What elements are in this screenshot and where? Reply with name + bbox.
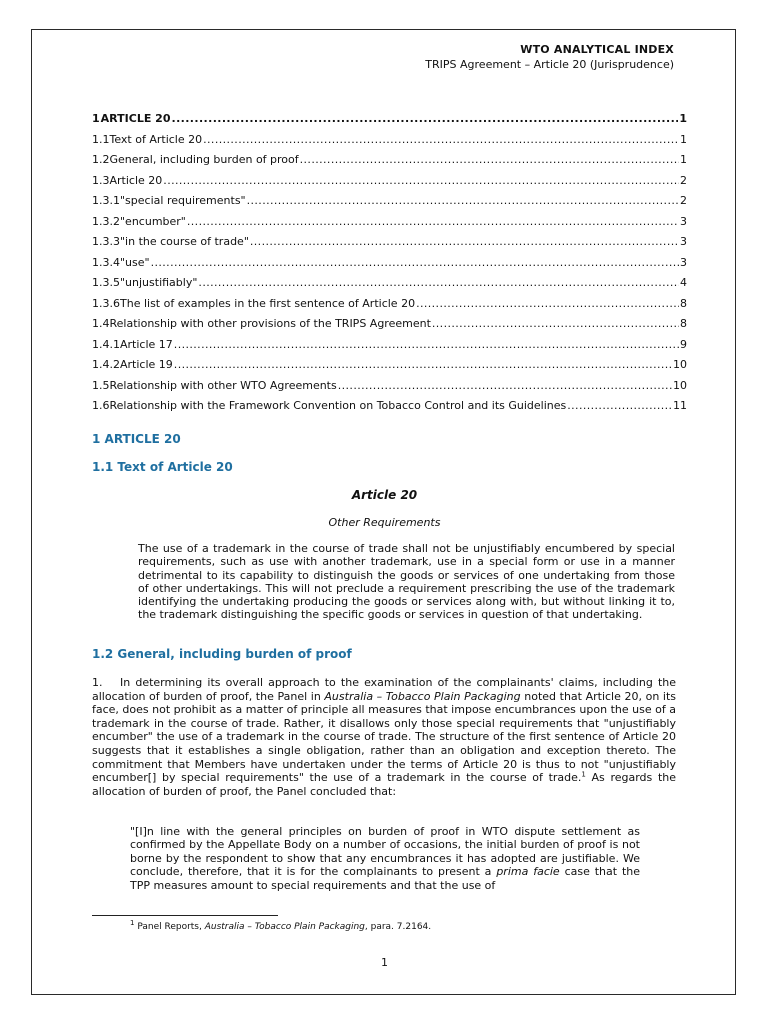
toc-leader-dots bbox=[187, 212, 679, 233]
toc-entry-number: 1.3 bbox=[92, 173, 110, 187]
article-text: The use of a trademark in the course of trade shall not be unjustifiably encumbered by special requirements, such as use with another trademark, use in a special form or use in a manner detrimental to its capability to distinguish the goods or services of one undertaking from those of other undertakings. This will not preclude a requirement prescribing the use of the trademark identifying the undertaking producing the goods or services along with, but without linking it to, the trademark distinguishing the specific goods or services in question of that undertaking. bbox=[138, 542, 675, 622]
toc-entry[interactable] bbox=[92, 355, 687, 376]
toc-entry[interactable] bbox=[92, 314, 687, 335]
quote-text-part1: "[I]n line with the general principles on burden of proof in WTO dispute settlement as confirmed by the Appellate Body on a number of occasions, the initial burden of proof is not borne by the respondent to show that any encumbrances it has adopted are justifiable. We conclude, therefore, that it is for the complainants to present a bbox=[130, 825, 640, 879]
toc-entry-title: Article 19 bbox=[120, 358, 173, 371]
toc-entry-title: "special requirements" bbox=[120, 194, 246, 207]
toc-entry[interactable] bbox=[92, 273, 687, 294]
toc-entry-page: 10 bbox=[673, 358, 687, 371]
toc-entry[interactable] bbox=[92, 396, 687, 417]
toc-entry-page: 1 bbox=[680, 153, 687, 166]
toc-entry[interactable] bbox=[92, 171, 687, 192]
case-name: Australia – Tobacco Plain Packaging bbox=[324, 689, 521, 703]
toc-entry-title: Article 20 bbox=[109, 173, 163, 187]
toc-entry-title: Article 17 bbox=[120, 337, 173, 351]
toc-entry-title: "unjustifiably" bbox=[120, 276, 198, 289]
toc-entry-number: 1.1 bbox=[92, 132, 110, 146]
toc-entry-number: 1.3.1 bbox=[92, 194, 120, 207]
toc-entry[interactable] bbox=[92, 109, 687, 130]
toc-leader-dots bbox=[174, 355, 672, 376]
toc-entry-number: 1.4.2 bbox=[92, 358, 120, 371]
toc-entry-number: 1.4 bbox=[92, 317, 110, 330]
toc-entry-title: Relationship with other WTO Agreements bbox=[109, 378, 337, 392]
toc-entry-number: 1.3.4 bbox=[92, 255, 120, 269]
toc-entry-title: "encumber" bbox=[120, 214, 186, 228]
toc-entry[interactable] bbox=[92, 376, 687, 397]
header-subtitle: TRIPS Agreement – Article 20 (Jurisprudence) bbox=[425, 58, 674, 71]
toc-leader-dots bbox=[198, 273, 679, 294]
toc-entry-page: 2 bbox=[680, 194, 687, 207]
toc-entry-page: 2 bbox=[680, 173, 687, 187]
toc-entry-number: 1.4.1 bbox=[92, 337, 120, 351]
toc-entry-number: 1.2 bbox=[92, 153, 110, 166]
toc-entry-page: 8 bbox=[680, 296, 687, 310]
toc-entry-page: 9 bbox=[680, 337, 687, 351]
toc-entry-page: 4 bbox=[680, 276, 687, 289]
footnote-divider bbox=[92, 915, 278, 916]
toc-leader-dots bbox=[174, 335, 679, 356]
toc-entry-title: ARTICLE 20 bbox=[100, 112, 171, 125]
toc-entry[interactable] bbox=[92, 212, 687, 233]
paragraph-text-part2: noted that Article 20, on its face, does not prohibit as a matter of principle all measures that impose encumbrances upon the use of a trademark in the course of trade. Rather, it disallows only those special requirements that "unjustifiably encumber" the use of a trademark in the course of trade. The structure of the first sentence of Article 20 suggests that it establishes a single obligation, rather than an obligation and exception thereto. The commitment that Members have undertaken under the terms of Article 20 is thus to not "unjustifiably encumber[] by special requirements" the use of a trademark in the course of trade. bbox=[92, 689, 676, 785]
footnote-pre: Panel Reports, bbox=[134, 922, 205, 932]
document-page bbox=[31, 29, 736, 995]
header-title: WTO ANALYTICAL INDEX bbox=[520, 43, 674, 56]
toc-entry-page: 1 bbox=[679, 112, 687, 125]
toc-entry[interactable] bbox=[92, 150, 687, 171]
toc-entry-page: 3 bbox=[680, 235, 687, 248]
footnote-case: Australia – Tobacco Plain Packaging bbox=[204, 922, 365, 932]
toc-entry-page: 3 bbox=[680, 255, 687, 269]
footnote-post: , para. 7.2164. bbox=[364, 922, 432, 932]
toc-entry-number: 1.3.6 bbox=[92, 296, 120, 310]
toc-entry-title: Relationship with other provisions of the TRIPS Agreement bbox=[109, 317, 431, 330]
paragraph-text-part1: In determining its overall approach to the examination of the complainants' claims, including the allocation of burden of proof, the Panel in bbox=[92, 676, 676, 703]
toc-leader-dots bbox=[203, 130, 679, 151]
table-of-contents bbox=[92, 109, 687, 417]
running-header bbox=[425, 42, 674, 72]
block-quote bbox=[130, 825, 640, 892]
article-subtitle: Other Requirements bbox=[328, 516, 441, 529]
toc-leader-dots bbox=[416, 294, 679, 315]
toc-leader-dots bbox=[432, 314, 679, 335]
quote-italic: prima facie bbox=[496, 865, 560, 879]
footnote-reference[interactable]: 1 bbox=[581, 770, 586, 779]
toc-entry[interactable] bbox=[92, 294, 687, 315]
toc-entry[interactable] bbox=[92, 253, 687, 274]
toc-entry-page: 1 bbox=[680, 132, 687, 146]
toc-leader-dots bbox=[163, 171, 679, 192]
toc-entry-page: 10 bbox=[673, 378, 687, 392]
toc-leader-dots bbox=[300, 150, 679, 171]
article-title: Article 20 bbox=[351, 488, 418, 502]
section-heading-1: 1 ARTICLE 20 bbox=[92, 432, 181, 446]
toc-leader-dots bbox=[567, 396, 672, 417]
page-number: 1 bbox=[381, 956, 388, 969]
toc-entry-number: 1.3.3 bbox=[92, 235, 120, 248]
paragraph-1 bbox=[92, 676, 676, 798]
footnote-number: 1 bbox=[130, 919, 135, 927]
toc-entry-title: The list of examples in the first sentence of Article 20 bbox=[120, 296, 416, 310]
toc-entry-number: 1 bbox=[92, 112, 100, 125]
toc-leader-dots bbox=[338, 376, 672, 397]
section-heading-1-1: 1.1 Text of Article 20 bbox=[92, 460, 233, 474]
toc-leader-dots bbox=[250, 232, 679, 253]
toc-entry[interactable] bbox=[92, 232, 687, 253]
toc-entry-title: "use" bbox=[120, 255, 150, 269]
toc-entry-page: 3 bbox=[680, 214, 687, 228]
toc-entry-number: 1.3.5 bbox=[92, 276, 120, 289]
toc-entry[interactable] bbox=[92, 130, 687, 151]
paragraph-number: 1. bbox=[92, 676, 103, 689]
toc-entry[interactable] bbox=[92, 191, 687, 212]
toc-entry-number: 1.3.2 bbox=[92, 214, 120, 228]
toc-entry-number: 1.6 bbox=[92, 399, 110, 412]
toc-entry[interactable] bbox=[92, 335, 687, 356]
toc-leader-dots bbox=[247, 191, 679, 212]
toc-entry-page: 11 bbox=[673, 399, 687, 412]
quote-text-part2: case that the TPP measures amount to special requirements and that the use of bbox=[130, 865, 641, 892]
toc-leader-dots bbox=[151, 253, 679, 274]
toc-entry-title: Relationship with the Framework Convention on Tobacco Control and its Guidelines bbox=[109, 399, 567, 412]
section-heading-1-2: 1.2 General, including burden of proof bbox=[92, 647, 352, 661]
footnote bbox=[130, 919, 432, 932]
toc-leader-dots bbox=[171, 109, 678, 130]
toc-entry-title: General, including burden of proof bbox=[109, 153, 299, 166]
toc-entry-title: Text of Article 20 bbox=[109, 132, 203, 146]
toc-entry-number: 1.5 bbox=[92, 378, 110, 392]
toc-entry-title: "in the course of trade" bbox=[120, 235, 249, 248]
paragraph-text-part3: As regards the allocation of burden of proof, the Panel concluded that: bbox=[92, 771, 676, 798]
toc-entry-page: 8 bbox=[680, 317, 687, 330]
